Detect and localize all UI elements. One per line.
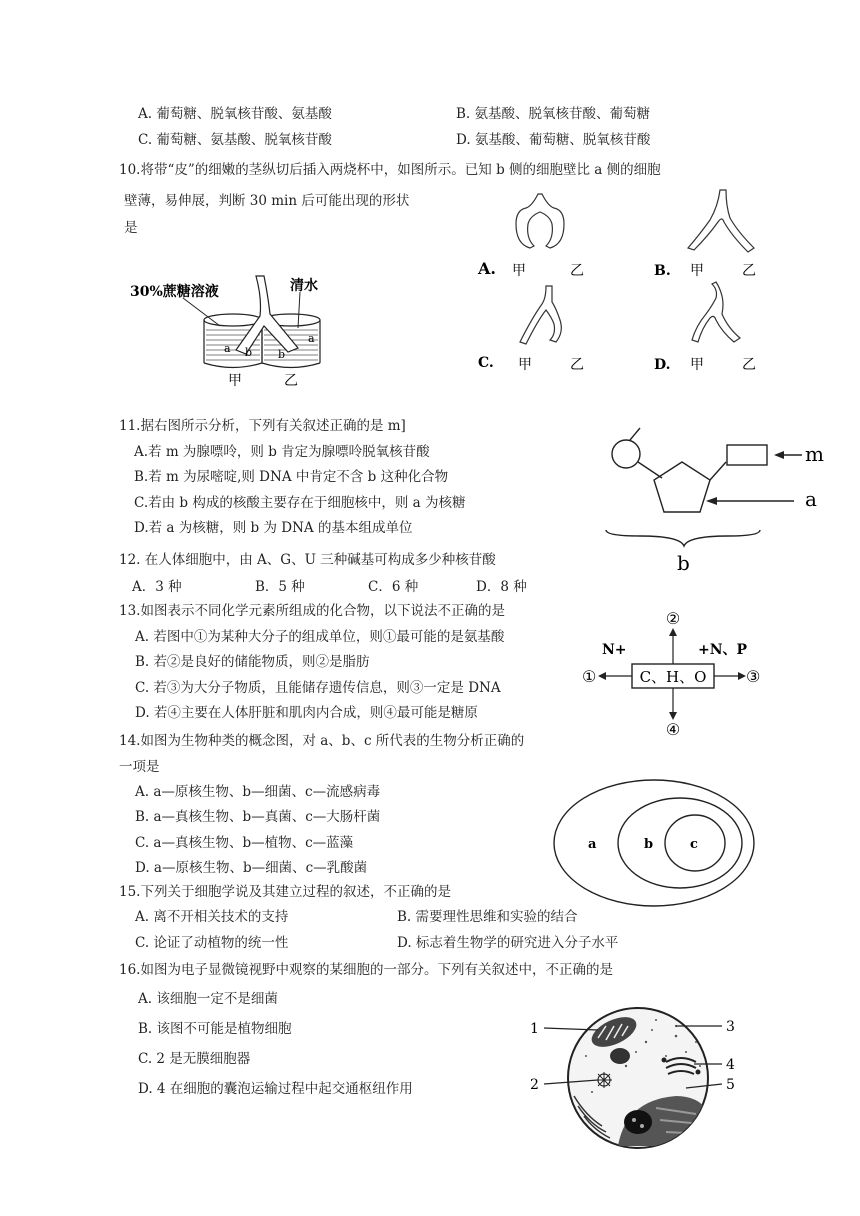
- ellipse-a: [554, 780, 754, 906]
- q14-option-d: D. a—原核生物、b—细菌、c—乳酸菌: [135, 860, 368, 876]
- option-d-yi: 乙: [742, 357, 756, 373]
- label-b: b: [644, 837, 654, 852]
- label-b: b: [677, 551, 690, 575]
- q16-option-d: D. 4 在细胞的囊泡运输过程中起交通枢纽作用: [138, 1081, 413, 1097]
- q13-option-d: D. 若④主要在人体肝脏和肌肉内合成，则④最可能是糖原: [135, 705, 478, 721]
- stem-side-b-right: b: [278, 348, 286, 361]
- center-elements: C、H、O: [639, 668, 707, 686]
- q11-option-a: A.若 m 为腺嘌呤，则 b 肯定为腺嘌呤脱氧核苷酸: [134, 444, 430, 460]
- q10-beaker-figure: [128, 268, 338, 396]
- compound-1: ①: [582, 667, 597, 686]
- q12-stem: 12. 在人体细胞中，由 A、G、U 三种碱基可构成多少种核苷酸: [119, 552, 496, 568]
- stem-side-a-right: a: [308, 332, 315, 345]
- q10-stem-line2: 壁薄，易伸展，判断 30 min 后可能出现的形状: [124, 193, 410, 209]
- q13-option-a: A. 若图中①为某种大分子的组成单位，则①最可能的是氨基酸: [135, 629, 505, 645]
- q9-option-a: A. 葡萄糖、脱氧核苷酸、氨基酸: [138, 106, 332, 122]
- base-rectangle: [727, 445, 767, 465]
- pentose-ring: [654, 462, 710, 512]
- brace: [606, 530, 760, 546]
- beaker-jia-label: 甲: [228, 373, 242, 389]
- q13-stem: 13.如图表示不同化学元素所组成的化合物，以下说法不正确的是: [119, 603, 505, 619]
- q14-option-a: A. a—原核生物、b—细菌、c—流感病毒: [135, 784, 381, 800]
- stem-side-a-left: a: [224, 342, 231, 355]
- q11-stem: 11.据右图所示分析，下列有关叙述正确的是 m]: [119, 418, 406, 434]
- q9-option-b: B. 氨基酸、脱氧核苷酸、葡萄糖: [456, 106, 651, 122]
- q16-option-c: C. 2 是无膜细胞器: [138, 1051, 251, 1067]
- nucleotide-figure: [600, 424, 840, 576]
- phosphate-circle: [612, 440, 640, 468]
- option-c-yi: 乙: [570, 357, 584, 373]
- option-a-letter: A.: [478, 259, 496, 278]
- q9-option-c: C. 葡萄糖、氨基酸、脱氧核苷酸: [138, 132, 332, 148]
- concept-ellipse-figure: [552, 776, 758, 908]
- label-c: c: [690, 837, 698, 852]
- q15-option-b: B. 需要理性思维和实验的结合: [397, 909, 578, 925]
- option-d-letter: D.: [654, 357, 671, 373]
- option-d-jia: 甲: [690, 357, 704, 373]
- q16-stem: 16.如图为电子显微镜视野中观察的某细胞的一部分。下列有关叙述中，不正确的是: [119, 962, 613, 978]
- left-element-label: N+: [602, 642, 627, 658]
- q12-option-a: A．3 种: [132, 579, 182, 595]
- q15-option-c: C. 论证了动植物的统一性: [135, 935, 289, 951]
- option-b-jia: 甲: [690, 263, 704, 279]
- label-5: 5: [726, 1077, 735, 1093]
- option-a-shape: [516, 194, 564, 248]
- q14-option-b: B. a—真核生物、b—真菌、c—大肠杆菌: [135, 809, 381, 825]
- q10-stem-line3: 是: [124, 220, 138, 236]
- option-d-shape: [692, 282, 740, 342]
- q12-option-c: C．6 种: [368, 579, 419, 595]
- label-3: 3: [726, 1019, 735, 1035]
- option-c-jia: 甲: [518, 357, 532, 373]
- q13-option-c: C. 若③为大分子物质，且能储存遗传信息，则③一定是 DNA: [135, 680, 501, 696]
- option-b-letter: B.: [654, 263, 671, 279]
- right-element-label: +N、P: [698, 642, 748, 658]
- label-4: 4: [726, 1057, 735, 1073]
- q12-option-b: B．5 种: [255, 579, 305, 595]
- compound-2: ②: [665, 609, 681, 628]
- q12-option-d: D．8 种: [476, 579, 527, 595]
- compound-3: ③: [746, 667, 761, 686]
- q10-stem-line1: 10.将带“皮”的细嫩的茎纵切后插入两烧杯中，如图所示。已知 b 侧的细胞壁比 a 侧的细胞: [119, 162, 661, 178]
- q13-option-b: B. 若②是良好的储能物质，则②是脂肪: [135, 654, 370, 670]
- cell-micrograph-figure: [526, 996, 748, 1152]
- option-b-shape: [688, 190, 754, 252]
- q16-option-b: B. 该图不可能是植物细胞: [138, 1021, 292, 1037]
- q9-option-d: D. 氨基酸、葡萄糖、脱氧核苷酸: [456, 132, 651, 148]
- option-b-yi: 乙: [742, 263, 756, 279]
- q11-option-d: D.若 a 为核糖，则 b 为 DNA 的基本组成单位: [134, 520, 413, 536]
- beaker-yi-label: 乙: [284, 373, 298, 389]
- water-label: 清水: [290, 278, 318, 294]
- stem-side-b-left: b: [245, 346, 253, 359]
- option-a-yi: 乙: [570, 263, 584, 279]
- q11-option-c: C.若由 b 构成的核酸主要存在于细胞核中，则 a 为核糖: [134, 495, 466, 511]
- compound-4: ④: [665, 720, 681, 739]
- sugar-solution-label: 30%蔗糖溶液: [130, 284, 219, 300]
- label-1: 1: [530, 1021, 539, 1037]
- option-a-jia: 甲: [512, 263, 526, 279]
- option-c-shape: [520, 286, 561, 344]
- q14-stem-line2: 一项是: [119, 759, 160, 775]
- q15-stem: 15.下列关于细胞学说及其建立过程的叙述，不正确的是: [119, 884, 451, 900]
- q14-option-c: C. a—真核生物、b—植物、c—蓝藻: [135, 835, 354, 851]
- q15-option-d: D. 标志着生物学的研究进入分子水平: [397, 935, 619, 951]
- option-c-letter: C.: [478, 355, 494, 371]
- q10-option-figures: [472, 186, 782, 378]
- q14-stem-line1: 14.如图为生物种类的概念图，对 a、b、c 所代表的生物分析正确的: [119, 733, 525, 749]
- q16-option-a: A. 该细胞一定不是细菌: [138, 991, 278, 1007]
- ellipse-b: [618, 798, 742, 888]
- label-2: 2: [530, 1077, 539, 1093]
- q11-option-b: B.若 m 为尿嘧啶,则 DNA 中肯定不含 b 这种化合物: [134, 469, 449, 485]
- label-a: a: [588, 837, 597, 852]
- elements-compound-figure: [580, 608, 770, 740]
- label-m: m: [805, 442, 824, 466]
- q15-option-a: A. 离不开相关技术的支持: [135, 909, 289, 925]
- label-a: a: [805, 487, 817, 511]
